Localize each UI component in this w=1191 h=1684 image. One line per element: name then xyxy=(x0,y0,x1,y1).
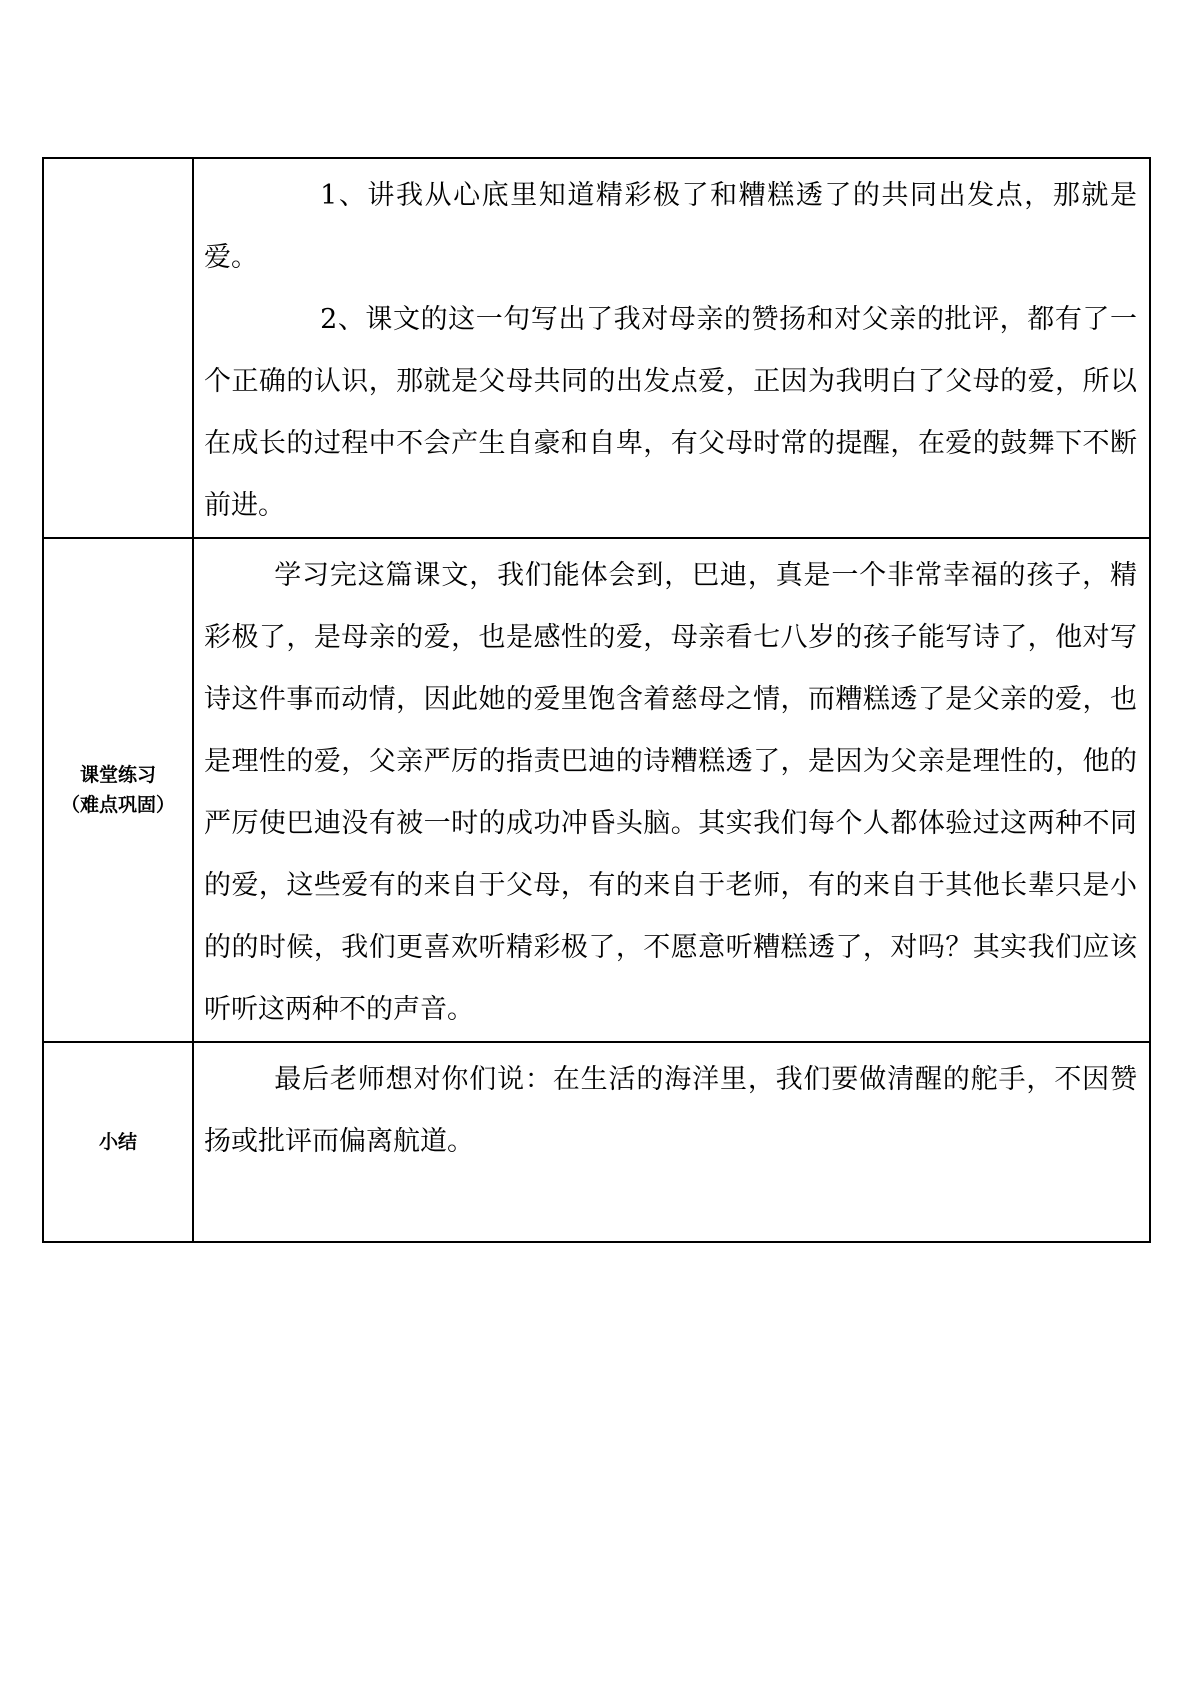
row-label-sub: （难点巩固） xyxy=(60,794,175,816)
table-row xyxy=(43,158,1150,538)
content-paragraph: 学习完这篇课文，我们能体会到，巴迪，真是一个非常幸福的孩子，精彩极了，是母亲的爱，也是感性的爱，母亲看七八岁的孩子能写诗了，他对写诗这件事而动情，因此她的爱里饱含着慈母之情，而糟糕透了是父亲的爱，也是理性的爱，父亲严厉的指责巴迪的诗糟糕透了，是因为父亲是理性的，他的严厉使巴迪没有被一时的成功冲昏头脑。其实我们每个人都体验过这两种不同的爱，这些爱有的来自于父母，有的来自于老师，有的来自于其他长辈只是小的的时候，我们更喜欢听精彩极了，不愿意听糟糕透了，对吗？其实我们应该听听这两种不的声音。 xyxy=(204,560,1137,1025)
row-label-cell xyxy=(43,538,193,1042)
row-label: 课堂练习 xyxy=(79,764,156,786)
row-label: 小结 xyxy=(98,1131,137,1153)
table-row xyxy=(43,538,1150,1042)
table-row xyxy=(43,1042,1150,1242)
row-content-cell xyxy=(193,158,1150,538)
content-paragraph: 2、课文的这一句写出了我对母亲的赞扬和对父亲的批评，都有了一个正确的认识，那就是父母共同的出发点爱，正因为我明白了父母的爱，所以在成长的过程中不会产生自豪和自卑，有父母时常的提醒，在爱的鼓舞下不断前进。 xyxy=(204,304,1137,521)
lesson-plan-table xyxy=(42,157,1151,1243)
content-paragraph: 1、讲我从心底里知道精彩极了和糟糕透了的共同出发点，那就是爱。 xyxy=(204,180,1137,273)
row-label-cell xyxy=(43,1042,193,1242)
row-content-cell xyxy=(193,538,1150,1042)
row-label-cell xyxy=(43,158,193,538)
content-paragraph: 最后老师想对你们说：在生活的海洋里，我们要做清醒的舵手，不因赞扬或批评而偏离航道。 xyxy=(204,1064,1137,1157)
row-content-cell xyxy=(193,1042,1150,1242)
